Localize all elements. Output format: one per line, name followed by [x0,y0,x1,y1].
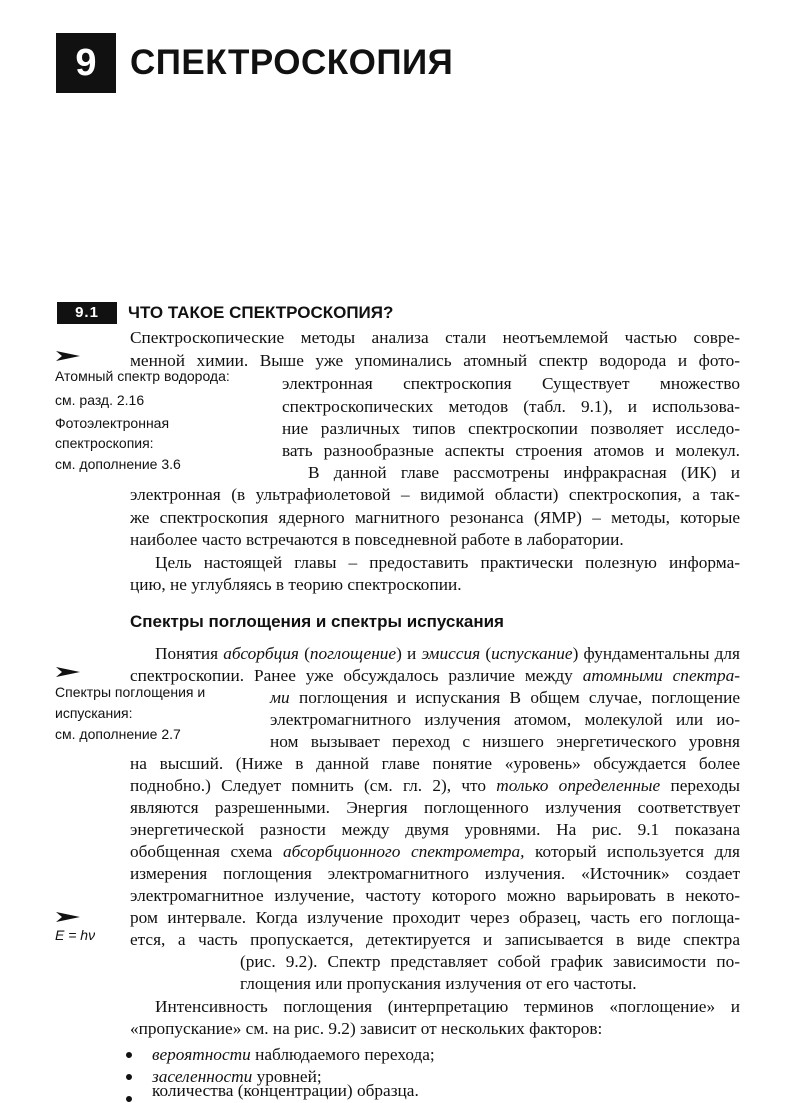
margin-note-line: Фотоэлектронная [55,415,170,431]
paragraph-line: поднобно.) Следует помнить (см. гл. 2), что только определенные переходы [130,776,740,795]
paragraph-line: «пропускание» см. на рис. 9.2) зависит от нескольких факторов: [130,1019,603,1038]
paragraph-line: электронная (в ультрафиолетовой – видимой области) спектроскопия, а так- [130,485,740,504]
paragraph-line: глощения или пропускания излучения от его частоты. [240,974,637,993]
bullet-icon [126,1096,132,1102]
margin-formula: E = hν [55,927,96,943]
margin-arrow-icon [56,666,80,678]
margin-arrow-icon [56,911,80,923]
margin-note-line: Атомный спектр водорода: [55,368,230,384]
margin-note-line: см. разд. 2.16 [55,392,145,408]
margin-note-line: испускания: [55,705,133,721]
paragraph-line: наиболее часто встречаются в повседневной работе в лаборатории. [130,530,624,549]
paragraph-line: Понятия абсорбция (поглощение) и эмиссия (испускание) фундаментальны для [155,644,740,663]
paragraph-line: измерения поглощения электромагнитного излучения. «Источник» создает [130,864,740,883]
paragraph-line: электронная спектроскопия Существует множество [282,374,740,393]
paragraph-line: вать разнообразные аспекты строения атомов и молекул. [282,441,740,460]
margin-note-line: см. дополнение 2.7 [55,726,181,742]
paragraph-line: являются разрешенными. Энергия поглощенного излучения соответствует [130,798,740,817]
paragraph-line: менной химии. Выше уже упоминались атомный спектр водорода и фото- [130,351,740,370]
paragraph-line: ется, а часть пропускается, детектируется и записывается в виде спектра [130,930,740,949]
chapter-number: 9 [56,33,116,93]
section-number: 9.1 [57,302,117,324]
margin-note-line: спектроскопия: [55,435,154,451]
paragraph-line: обобщенная схема абсорбционного спектрометра, который используется для [130,842,740,861]
paragraph-line: спектроскопии. Ранее уже обсуждалось различие между атомными спектра- [130,666,740,685]
paragraph-line: ние различных типов спектроскопии позволяет исследо- [282,419,740,438]
paragraph-line: электромагнитного излучения атомом, молекулой или ио- [270,710,740,729]
paragraph-line: ми поглощения и испускания В общем случае, поглощение [270,688,740,707]
margin-note-line: Спектры поглощения и [55,684,206,700]
paragraph-line: Интенсивность поглощения (интерпретацию терминов «поглощение» и [155,997,740,1016]
section-title: ЧТО ТАКОЕ СПЕКТРОСКОПИЯ? [128,303,394,322]
paragraph-line: электромагнитное излучение, частоту которого можно варьировать в некото- [130,886,740,905]
paragraph-line: В данной главе рассмотрены инфракрасная (ИК) и [308,463,740,482]
paragraph-line: Цель настоящей главы – предоставить практически полезную информа- [155,553,740,572]
paragraph-line: цию, не углубляясь в теорию спектроскопии. [130,575,462,594]
paragraph-line: (рис. 9.2). Спектр представляет собой график зависимости по- [240,952,740,971]
paragraph-line: спектроскопических методов (табл. 9.1), и использова- [282,397,740,416]
paragraph-line: на высший. (Ниже в данной главе понятие «уровень» обсуждается более [130,754,740,773]
subsection-title: Спектры поглощения и спектры испускания [130,612,504,631]
list-item: количества (концентрации) образца. [152,1081,419,1100]
margin-arrow-icon [56,350,80,362]
paragraph-line: же спектроскопия ядерного магнитного резонанса (ЯМР) – методы, которые [130,508,740,527]
chapter-title: СПЕКТРОСКОПИЯ [130,43,454,82]
paragraph-line: ном вызывает переход с низшего энергетического уровня [270,732,740,751]
margin-note-line: см. дополнение 3.6 [55,456,181,472]
list-item: вероятности наблюдаемого перехода; [152,1045,435,1064]
bullet-icon [126,1052,132,1058]
bullet-icon [126,1074,132,1080]
paragraph-line: энергетической разности между двумя уровнями. На рис. 9.1 показана [130,820,740,839]
list-item: заселенности уровней; [152,1067,322,1086]
paragraph-line: ром интервале. Когда излучение проходит через образец, часть его поглоща- [130,908,740,927]
paragraph-line: Спектроскопические методы анализа стали неотъемлемой частью совре- [130,328,740,347]
